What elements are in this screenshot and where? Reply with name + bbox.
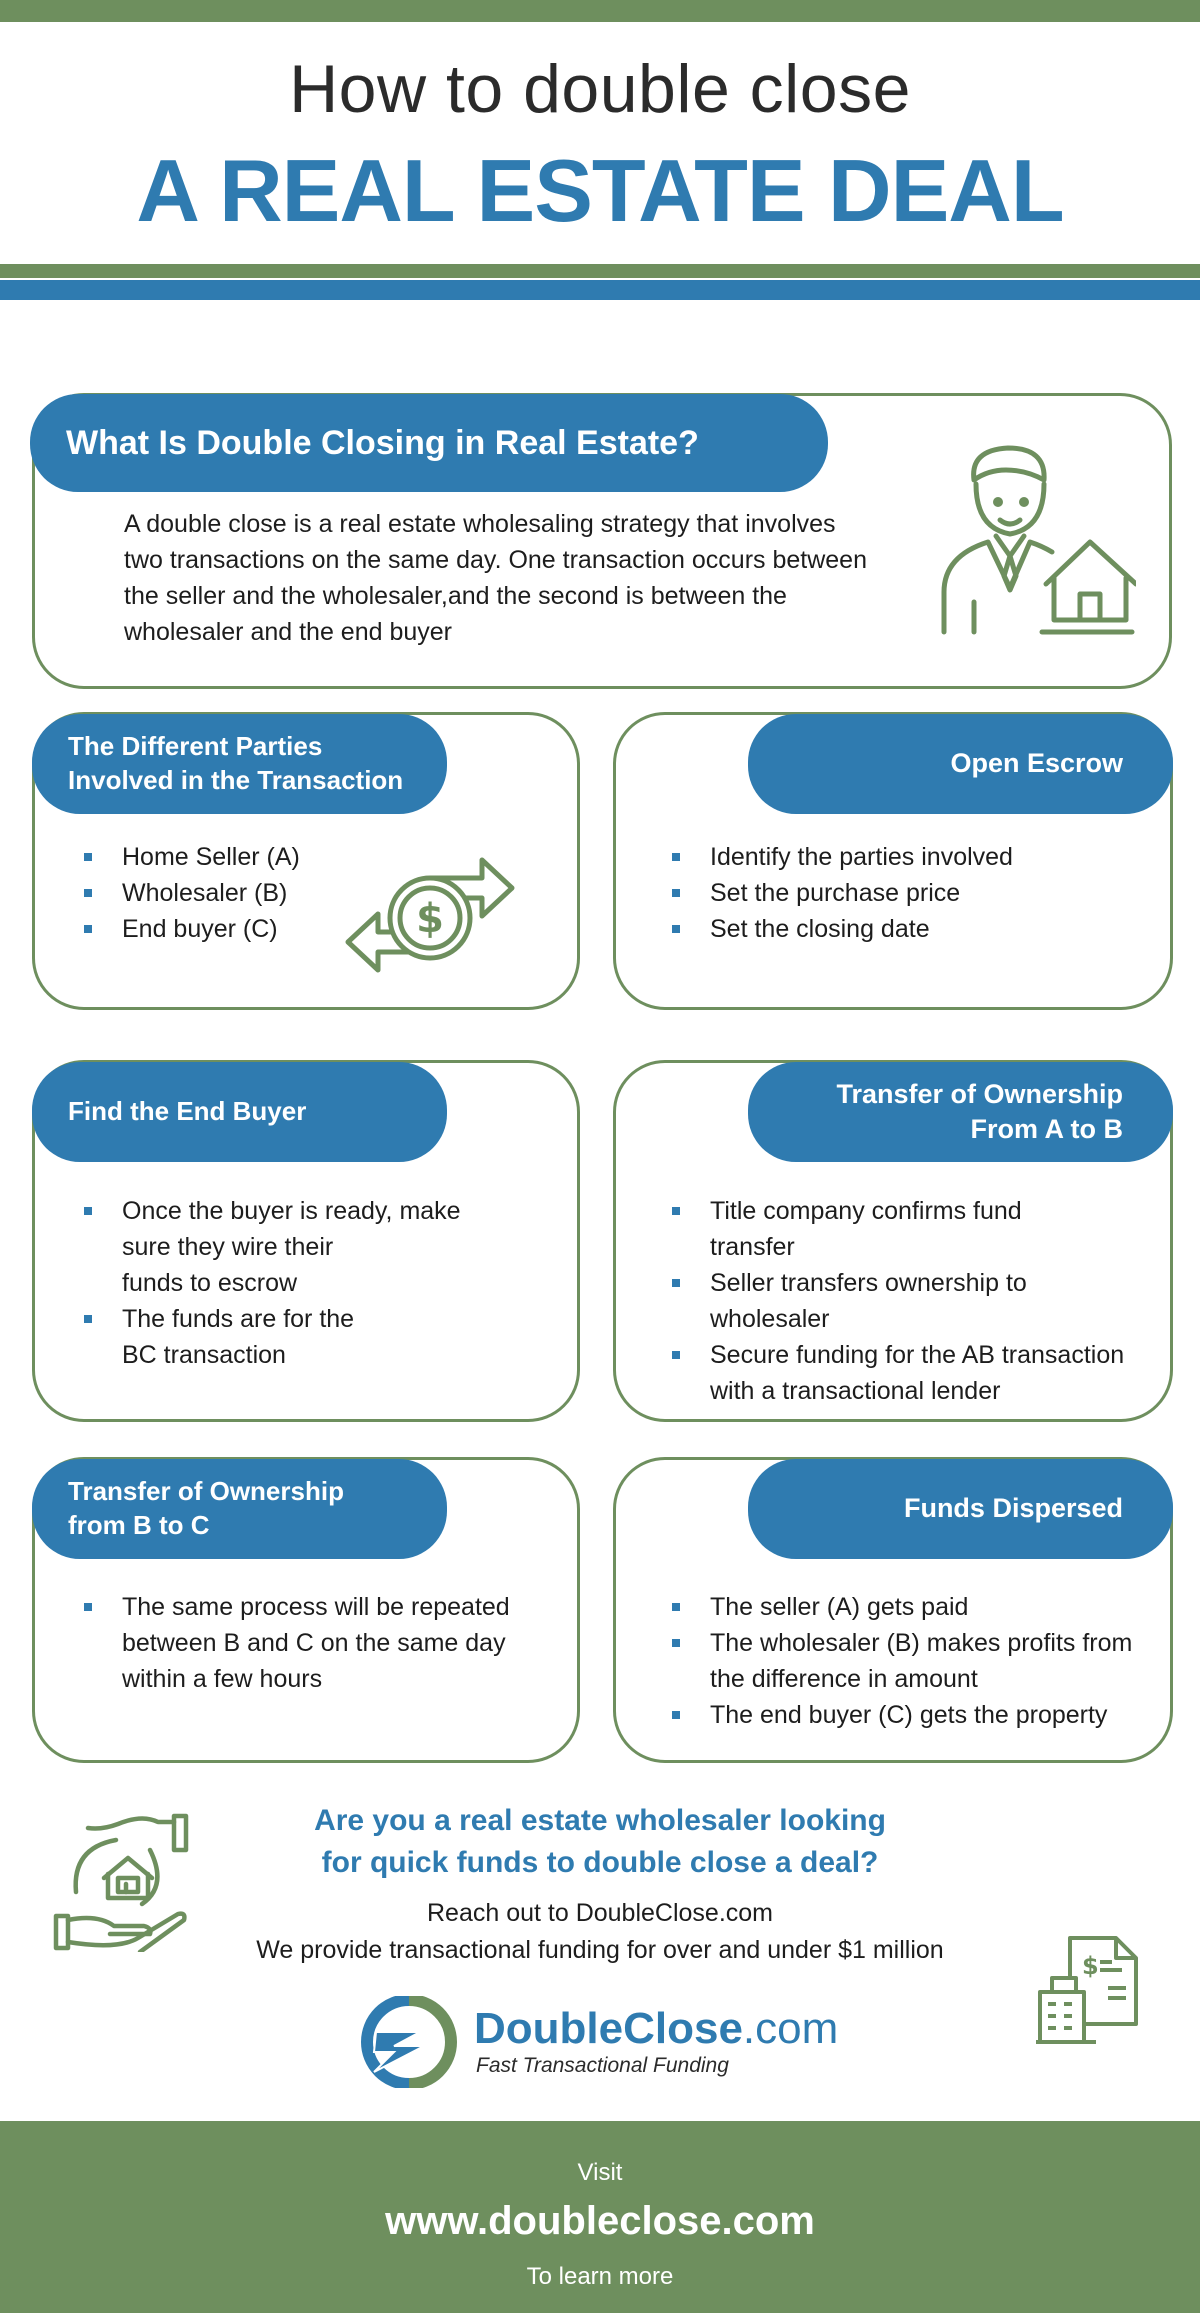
footer (0, 2121, 1200, 2313)
transfer-ab-heading-text: Transfer of Ownership From A to B (836, 1078, 1123, 1144)
cta-question: Are you a real estate wholesaler looking for quick funds to double close a deal? (314, 1804, 886, 1879)
find-buyer-heading-text: Find the End Buyer (68, 1096, 307, 1127)
escrow-heading (748, 714, 1173, 814)
escrow-heading-text: Open Escrow (950, 748, 1123, 779)
transfer-bc-heading-text: Transfer of Ownership from B to C (68, 1476, 344, 1540)
logo-suffix: .com (742, 2004, 839, 2053)
invoice-building-icon (1036, 1934, 1148, 2046)
dollar-exchange-icon (344, 852, 518, 986)
list-item: The same process will be repeated between B and C on the same day within a few hours (84, 1589, 564, 1697)
parties-heading-text: The Different Parties Involved in the Transaction (68, 731, 404, 795)
intro-line: two transactions on the same day. One transaction occurs between (124, 546, 867, 574)
logo-name: DoubleClose (474, 2004, 743, 2053)
transfer-ab-heading (748, 1062, 1173, 1162)
list-item: Wholesaler (B) (84, 875, 424, 911)
top-bar (0, 0, 1200, 22)
transfer-ab-list (672, 1193, 1172, 1409)
list-item: Once the buyer is ready, make sure they wire their funds to escrow (84, 1193, 554, 1301)
svg-text:$: $ (416, 896, 444, 942)
header-stripe-green (0, 264, 1200, 278)
list-item: End buyer (C) (84, 911, 424, 947)
footer-learn-more: To learn more (526, 2263, 674, 2290)
footer-url-link[interactable]: www.doubleclose.com (385, 2199, 815, 2243)
transfer-bc-heading (32, 1459, 447, 1559)
parties-heading (32, 714, 447, 814)
find-buyer-list (84, 1193, 554, 1373)
cta-line: Reach out to DoubleClose.com (426, 1899, 774, 1927)
list-item: The end buyer (C) gets the property (672, 1697, 1172, 1733)
intro-line: A double close is a real estate wholesaling strategy that involves (124, 510, 836, 538)
header-stripe-blue (0, 280, 1200, 300)
list-item: Set the closing date (672, 911, 1152, 947)
list-item: The funds are for the BC transaction (84, 1301, 554, 1373)
funds-heading (748, 1459, 1173, 1559)
list-item: Home Seller (A) (84, 839, 424, 875)
escrow-list (672, 839, 1152, 947)
footer-visit: Visit (577, 2159, 623, 2186)
svg-text:$: $ (1082, 1952, 1099, 1980)
intro-heading-text: What Is Double Closing in Real Estate? (66, 423, 699, 462)
intro-line: the seller and the wholesaler,and the second is between the (124, 582, 787, 610)
page-title-line1: How to double close (289, 51, 911, 127)
doubleclose-logo-icon (360, 1996, 458, 2088)
logo-tagline: Fast Transactional Funding (476, 2054, 729, 2077)
funds-heading-text: Funds Dispersed (903, 1493, 1123, 1524)
intro-text (124, 506, 934, 650)
find-buyer-heading (32, 1062, 447, 1162)
logo-wordmark (474, 2004, 838, 2054)
list-item: Identify the parties involved (672, 839, 1152, 875)
funds-list (672, 1589, 1172, 1733)
list-item: Title company confirms fund transfer (672, 1193, 1172, 1265)
list-item: The wholesaler (B) makes profits from the difference in amount (672, 1625, 1172, 1697)
list-item: Secure funding for the AB transaction with a transactional lender (672, 1337, 1172, 1409)
list-item: The seller (A) gets paid (672, 1589, 1172, 1625)
page-title-line2: A REAL ESTATE DEAL (136, 141, 1064, 240)
businessman-house-icon (936, 444, 1136, 644)
intro-line: wholesaler and the end buyer (124, 618, 453, 646)
cta-text (150, 1895, 1050, 1969)
transfer-bc-list (84, 1589, 564, 1697)
intro-heading (30, 394, 828, 492)
list-item: Set the purchase price (672, 875, 1152, 911)
cta-line: We provide transactional funding for over and under $1 million (256, 1936, 944, 1964)
list-item: Seller transfers ownership to wholesaler (672, 1265, 1172, 1337)
